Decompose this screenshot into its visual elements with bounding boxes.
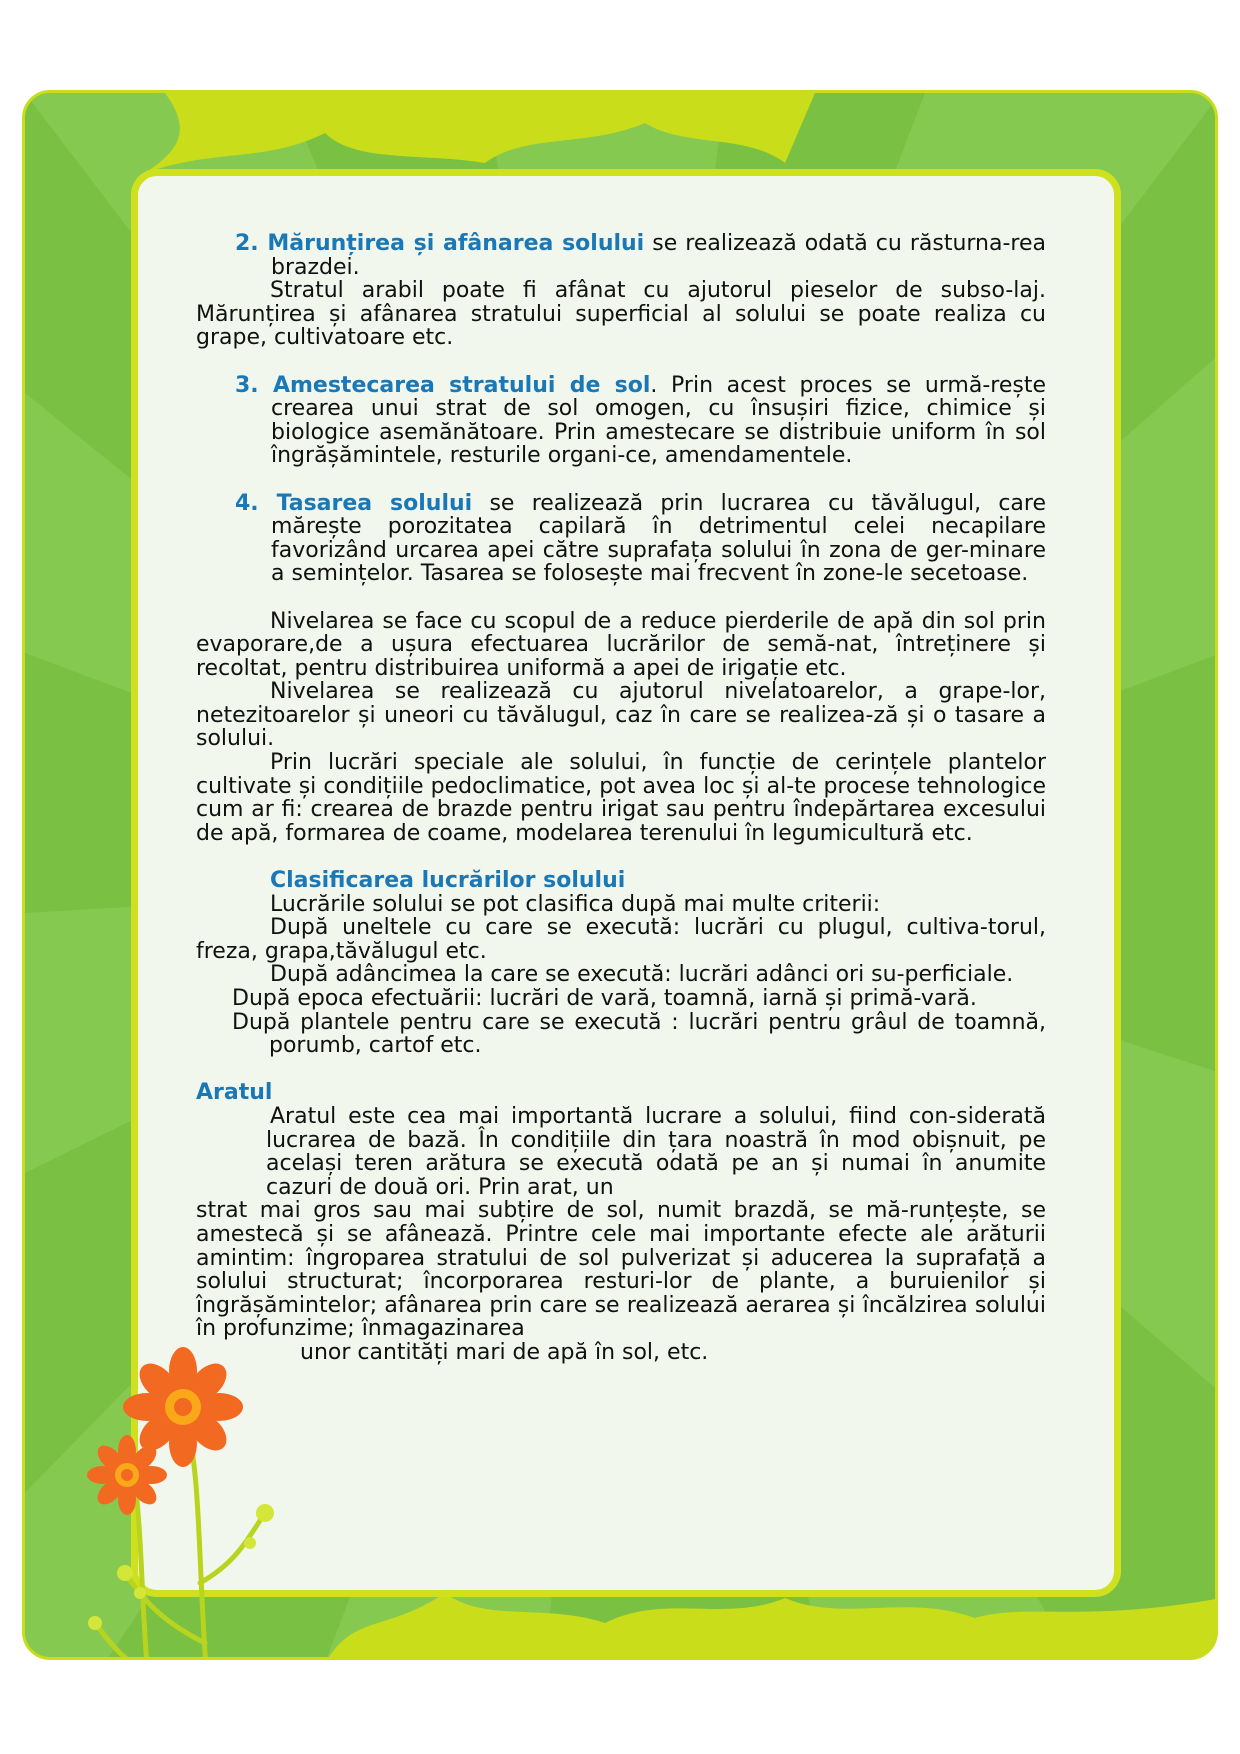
nivelare-paragraph-3: Prin lucrări speciale ale solului, în funcție de cerințele plantelor cultivate și condițiile pedoclimatice, pot avea loc și al-te procese tehnologice cum ar fi: crearea de brazde pentru irigat sau pentru îndepărtarea excesului de apă, formarea de coame, modelarea terenului în legumicultură etc.: [196, 750, 1046, 846]
flower-decoration: [65, 1343, 315, 1660]
section-2-text: se realizează odată cu răsturna-rea brazdei.: [271, 231, 1046, 280]
clasificare-line-3: După adâncimea la care se execută: lucrări adânci ori su-perficiale.: [270, 962, 1014, 988]
nivelare-paragraph-2: Nivelarea se realizează cu ajutorul nivelatoarelor, a grape-lor, netezitoarelor și uneori cu tăvălugul, caz în care se realizea-ză și o tasare a solului.: [196, 679, 1046, 752]
clasificare-line-1: Lucrările solului se pot clasifica după mai multe criterii:: [270, 891, 881, 917]
section-4-title: 4. Tasarea solului: [235, 490, 473, 516]
section-4: [196, 492, 1046, 586]
section-3-text: . Prin acest proces se urmă-rește crearea unui strat de sol omogen, cu însușiri fizice, chimice și biologice asemănătoare. Prin amestecare se distribuie uniform în sol îngrășămintele, resturile organi-ce, amendamentele.: [271, 372, 1047, 469]
clasificare-line-4: După epoca efectuării: lucrări de vară, toamnă, iarnă și primă-vară.: [232, 986, 977, 1011]
section-4-text: se realizează prin lucrarea cu tăvălugul, care mărește porozitatea capilară în detrimentul celei necapilare favorizând urcarea apei către suprafața solului în zona de ger-minare a semințelor. Tasarea se folosește mai frecvent în zone-le secetoase.: [271, 490, 1047, 587]
aratul-paragraph-2: strat mai gros sau mai subțire de sol, numit brazdă, se mă-runțește, se amestecă și se afânează. Printre cele mai importante efecte ale arăturii amintim: îngroparea stratului de sol pulverizat și aducerea la suprafață a solului structurat; încorporarea resturi-lor de plante, a buruienilor și îngrășămintelor; afânarea prin care se realizează aerarea și încălzirea solului în profunzime; înmagazinarea: [196, 1198, 1046, 1342]
aratul-heading: Aratul: [196, 1080, 273, 1106]
clasificare-line-2: După uneltele cu care se execută: lucrări cu plugul, cultiva-torul, freza, grapa,tăvălugul etc.: [196, 915, 1046, 964]
nivelare-paragraph-1: Nivelarea se face cu scopul de a reduce pierderile de apă din sol prin evaporare,de a ușura efectuarea lucrărilor de semă-nat, întreținere și recoltat, pentru distribuirea uniformă a apei de irigație etc.: [196, 608, 1046, 681]
section-3: [196, 374, 1046, 468]
clasificare-heading: Clasificarea lucrărilor solului: [270, 868, 626, 894]
section-2-paragraph: Stratul arabil poate fi afânat cu ajutorul pieselor de subso-laj. Mărunțirea și afânarea stratului superficial al solului se poate realiza cu grape, cultivatoare etc.: [196, 278, 1046, 351]
section-3-title: 3. Amestecarea stratului de sol: [235, 372, 651, 398]
section-2-title: 2. Mărunțirea și afânarea solului: [235, 231, 645, 256]
aratul-paragraph-1: Aratul este cea mai importantă lucrare a solului, fiind con-siderată lucrarea de bază. În condițiile din țara noastră în mod obișnuit, pe același teren arătura se execută odată pe an și numai în anumite cazuri de două ori. Prin arat, un: [266, 1103, 1046, 1200]
section-2: [196, 232, 1046, 279]
aratul-paragraph-3: unor cantități mari de apă în sol, etc.: [300, 1339, 709, 1365]
document-body: [196, 232, 1046, 1365]
clasificare-line-5: După plantele pentru care se execută : lucrări pentru grâul de toamnă, porumb, cartof etc.: [232, 1009, 1046, 1059]
